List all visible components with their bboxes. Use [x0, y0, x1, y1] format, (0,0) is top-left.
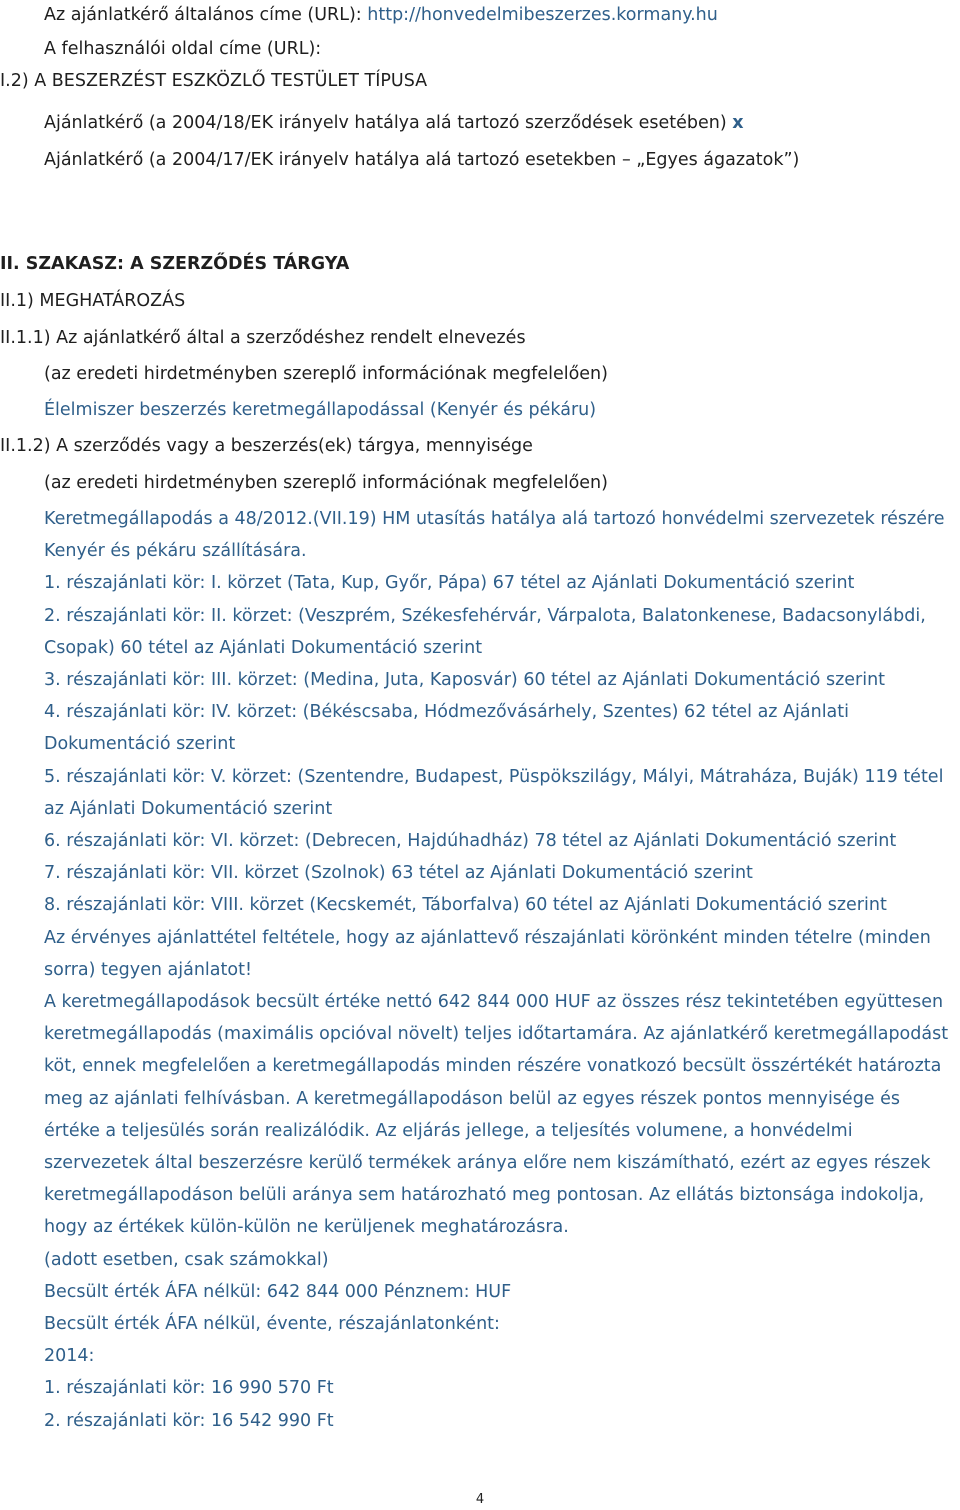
part-item-6: 6. részajánlati kör: VI. körzet: (Debrecen, Hajdúhadház) 78 tétel az Ajánlati Dokumentáció szerint [44, 831, 897, 852]
section-i2-title: I.2) A BESZERZÉST ESZKÖZLŐ TESTÜLET TÍPUSA [0, 71, 428, 91]
part-item-8: 8. részajánlati kör: VIII. körzet (Kecskemét, Táborfalva) 60 tétel az Ajánlati Dokumentáció szerint [44, 895, 887, 916]
estimate-total: Becsült érték ÁFA nélkül: 642 844 000 Pénznem: HUF [44, 1281, 512, 1302]
user-url-label: A felhasználói oldal címe (URL): [44, 39, 322, 59]
contracting-url-link[interactable]: http://honvedelmibeszerzes.kormany.hu [367, 5, 718, 25]
section-ii11-title: II.1.1) Az ajánlatkérő által a szerződéshez rendelt elnevezés [0, 328, 526, 348]
part-item-5: 5. részajánlati kör: V. körzet: (Szentendre, Budapest, Püspökszilágy, Mályi, Mátraháza, Buják) 119 tétel az Ajánlati Dokumentáció szerint [44, 766, 944, 819]
contracting-url-line [44, 4, 718, 26]
selected-mark: x [732, 113, 744, 133]
valid-offer-condition: Az érvényes ajánlattétel feltétele, hogy az ajánlattevő részajánlati körönként minden tételre (minden sorra) tegyen ajánlatot! [44, 927, 931, 980]
estimate-yearly-label: Becsült érték ÁFA nélkül, évente, részajánlatonként: [44, 1314, 500, 1335]
part-item-1: 1. részajánlati kör: I. körzet (Tata, Kup, Győr, Pápa) 67 tétel az Ajánlati Dokumentáció szerint [44, 573, 855, 594]
section-ii11-note: (az eredeti hirdetményben szereplő információnak megfelelően) [44, 364, 608, 384]
section-ii12-note: (az eredeti hirdetményben szereplő információnak megfelelően) [44, 473, 608, 493]
page-number: 4 [475, 1492, 485, 1507]
part-item-2: 2. részajánlati kör: II. körzet: (Veszprém, Székesfehérvár, Várpalota, Balatonkenese, Badacsonylábdi, Csopak) 60 tétel az Ajánlati Dokumentáció szerint [44, 605, 926, 658]
numbers-note: (adott esetben, csak számokkal) [44, 1249, 329, 1270]
section-ii-title: II. SZAKASZ: A SZERZŐDÉS TÁRGYA [0, 254, 350, 274]
section-ii1-title: II.1) MEGHATÁROZÁS [0, 291, 186, 311]
authority-type-option-1 [44, 112, 744, 134]
part-item-3: 3. részajánlati kör: III. körzet: (Medina, Juta, Kaposvár) 60 tétel az Ajánlati Dokumentáció szerint [44, 670, 886, 691]
part-item-4: 4. részajánlati kör: IV. körzet: (Békéscsaba, Hódmezővásárhely, Szentes) 62 tétel az Ajánlati Dokumentáció szerint [44, 702, 849, 755]
contract-subject-body [44, 503, 956, 1437]
authority-type-option-1-text: Ajánlatkérő (a 2004/18/EK irányelv hatálya alá tartozó szerződések esetében) [44, 113, 727, 133]
authority-type-option-2: Ajánlatkérő (a 2004/17/EK irányelv hatálya alá tartozó esetekben – „Egyes ágazatok”) [44, 150, 800, 170]
yearly-part-2: 2. részajánlati kör: 16 542 990 Ft [44, 1410, 334, 1431]
yearly-part-1: 1. részajánlati kör: 16 990 570 Ft [44, 1378, 334, 1399]
contracting-url-label: Az ajánlatkérő általános címe (URL): [44, 5, 368, 25]
estimate-year: 2014: [44, 1346, 95, 1367]
estimate-paragraph: A keretmegállapodások becsült értéke nettó 642 844 000 HUF az összes rész tekintetében együttesen keretmegállapodás (maximális opcióval növelt) teljes időtartamára. Az ajánlatkérő keretmegállapodást köt, ennek megfelelően a keretmegállapodás minden részére vonatkozó becsült összértékét határozta meg az ajánlati felhívásban. A keretmegállapodáson belül az egyes részek pontos mennyisége és értéke a teljesülés során realizálódik. Az eljárás jellege, a teljesítés volumene, a honvédelmi szervezetek által beszerzésre kerülő termékek aránya előre nem kiszámítható, ezért az egyes részek keretmegállapodáson belüli aránya sem határozható meg pontosan. Az ellátás biztonsága indokolja, hogy az értékek külön-külön ne kerüljenek meghatározásra. [44, 992, 949, 1238]
contract-subject-text: Keretmegállapodás a 48/2012.(VII.19) HM utasítás hatálya alá tartozó honvédelmi szervezetek részére Kenyér és pékáru szállítására. [44, 509, 945, 562]
part-item-7: 7. részajánlati kör: VII. körzet (Szolnok) 63 tétel az Ajánlati Dokumentáció szerint [44, 863, 753, 884]
section-ii12-title: II.1.2) A szerződés vagy a beszerzés(ek) tárgya, mennyisége [0, 436, 533, 456]
contract-name-value: Élelmiszer beszerzés keretmegállapodással (Kenyér és pékáru) [44, 400, 597, 420]
